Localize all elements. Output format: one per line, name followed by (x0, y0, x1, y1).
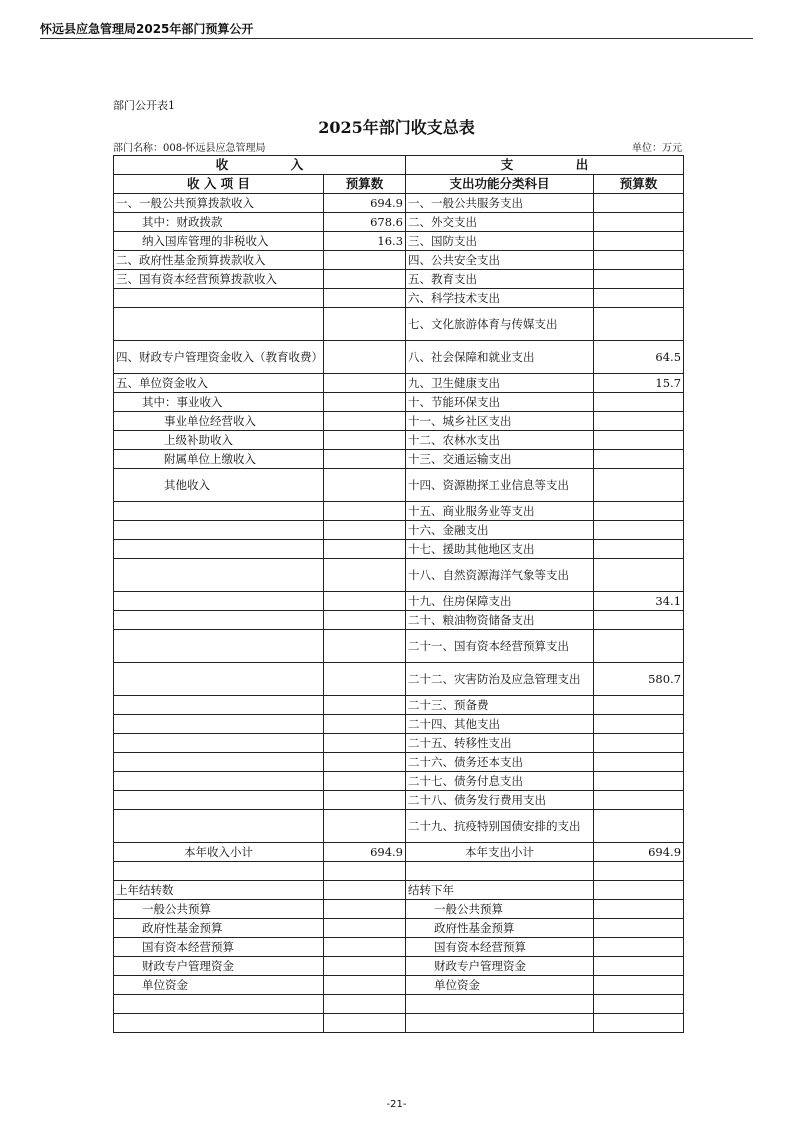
income-item-cell (114, 630, 324, 663)
table-row (114, 393, 684, 412)
income-item-cell: 政府性基金预算 (114, 919, 324, 938)
income-item-cell: 五、单位资金收入 (114, 374, 324, 393)
income-budget-cell (324, 251, 406, 270)
income-item-cell (114, 995, 324, 1014)
income-budget-cell (324, 663, 406, 696)
income-budget-cell (324, 502, 406, 521)
expense-budget-cell (594, 995, 684, 1014)
unit-label: 单位：万元 (632, 143, 682, 154)
income-budget-cell (324, 734, 406, 753)
expense-item-cell: 政府性基金预算 (406, 919, 594, 938)
table-row (114, 289, 684, 308)
expense-item-cell: 二十一、国有资本经营预算支出 (406, 630, 594, 663)
expense-item-cell: 二十九、抗疫特别国债安排的支出 (406, 810, 594, 843)
income-budget-cell (324, 696, 406, 715)
table-row (114, 540, 684, 559)
table-row (114, 772, 684, 791)
income-budget-cell: 694.9 (324, 843, 406, 862)
expense-item-cell: 二十六、债务还本支出 (406, 753, 594, 772)
expense-budget-cell (594, 938, 684, 957)
expense-budget-cell (594, 630, 684, 663)
document-title: 2025年部门收支总表 (318, 118, 475, 137)
expense-budget-cell (594, 469, 684, 502)
expense-budget-cell (594, 450, 684, 469)
income-budget-cell (324, 559, 406, 592)
income-budget-cell: 16.3 (324, 232, 406, 251)
expense-item-cell: 十七、援助其他地区支出 (406, 540, 594, 559)
expense-item-cell: 十二、农林水支出 (406, 431, 594, 450)
expense-item-cell: 十四、资源勘探工业信息等支出 (406, 469, 594, 502)
expense-budget-cell: 64.5 (594, 341, 684, 374)
expense-budget-cell: 694.9 (594, 843, 684, 862)
page-number: -21- (386, 1099, 407, 1110)
income-item-cell: 本年收入小计 (114, 843, 324, 862)
expense-item-cell: 二十七、债务付息支出 (406, 772, 594, 791)
table-row (114, 412, 684, 431)
income-budget-cell: 678.6 (324, 213, 406, 232)
income-item-cell: 事业单位经营收入 (114, 412, 324, 431)
income-budget-cell (324, 810, 406, 843)
expense-item-cell: 国有资本经营预算 (406, 938, 594, 957)
expense-budget-cell: 34.1 (594, 592, 684, 611)
expense-item-header: 支出功能分类科目 (406, 175, 594, 194)
expense-budget-cell (594, 810, 684, 843)
table-row (114, 450, 684, 469)
income-budget-cell (324, 540, 406, 559)
income-budget-cell (324, 976, 406, 995)
expense-item-cell: 二十三、预备费 (406, 696, 594, 715)
income-budget-cell (324, 611, 406, 630)
expense-budget-cell (594, 696, 684, 715)
expense-budget-cell (594, 715, 684, 734)
income-item-cell (114, 289, 324, 308)
expense-item-cell: 十五、商业服务业等支出 (406, 502, 594, 521)
income-item-cell: 附属单位上缴收入 (114, 450, 324, 469)
expense-budget-cell (594, 1014, 684, 1033)
table-row (114, 696, 684, 715)
expense-item-cell: 本年支出小计 (406, 843, 594, 862)
income-item-cell (114, 862, 324, 881)
income-item-cell: 其中：财政拨款 (114, 213, 324, 232)
expense-item-cell: 十一、城乡社区支出 (406, 412, 594, 431)
table-row (114, 976, 684, 995)
expense-budget-cell (594, 213, 684, 232)
expense-budget-cell (594, 900, 684, 919)
income-item-cell (114, 810, 324, 843)
income-budget-header: 预算数 (324, 175, 406, 194)
income-budget-cell (324, 393, 406, 412)
expense-item-cell: 二十四、其他支出 (406, 715, 594, 734)
expense-budget-cell (594, 611, 684, 630)
income-item-cell (114, 663, 324, 696)
income-item-cell (114, 308, 324, 341)
table-row (114, 957, 684, 976)
table-row (114, 900, 684, 919)
income-budget-cell (324, 957, 406, 976)
income-budget-cell (324, 715, 406, 734)
header-divider (40, 38, 753, 39)
expense-budget-cell (594, 753, 684, 772)
expense-budget-cell (594, 957, 684, 976)
expense-item-cell: 二十五、转移性支出 (406, 734, 594, 753)
income-budget-cell (324, 791, 406, 810)
table-row (114, 213, 684, 232)
income-item-cell: 其他收入 (114, 469, 324, 502)
expense-item-cell: 七、文化旅游体育与传媒支出 (406, 308, 594, 341)
income-budget-cell (324, 862, 406, 881)
table-row (114, 611, 684, 630)
income-item-cell (114, 592, 324, 611)
expense-budget-cell (594, 502, 684, 521)
income-item-cell (114, 611, 324, 630)
table-row (114, 308, 684, 341)
income-item-cell: 纳入国库管理的非税收入 (114, 232, 324, 251)
income-item-cell (114, 540, 324, 559)
table-row (114, 251, 684, 270)
expense-budget-cell: 15.7 (594, 374, 684, 393)
income-item-cell (114, 521, 324, 540)
budget-summary-table (113, 155, 684, 1033)
income-budget-cell (324, 938, 406, 957)
income-item-cell (114, 734, 324, 753)
income-budget-cell (324, 772, 406, 791)
income-item-cell (114, 715, 324, 734)
income-budget-cell (324, 995, 406, 1014)
income-group-header: 收 入 (114, 156, 406, 175)
income-budget-cell (324, 450, 406, 469)
running-header: 怀远县应急管理局2025年部门预算公开 (40, 22, 254, 36)
income-budget-cell (324, 374, 406, 393)
expense-item-cell: 十、节能环保支出 (406, 393, 594, 412)
expense-budget-cell (594, 976, 684, 995)
income-budget-cell (324, 630, 406, 663)
expense-item-cell: 六、科学技术支出 (406, 289, 594, 308)
income-budget-cell (324, 469, 406, 502)
expense-budget-cell (594, 270, 684, 289)
income-item-cell: 财政专户管理资金 (114, 957, 324, 976)
income-budget-cell (324, 1014, 406, 1033)
table-row (114, 630, 684, 663)
expense-item-cell: 十三、交通运输支出 (406, 450, 594, 469)
table-row (114, 919, 684, 938)
table-row (114, 791, 684, 810)
expense-item-cell: 二十、粮油物资储备支出 (406, 611, 594, 630)
department-name: 部门名称：008-怀远县应急管理局 (113, 143, 266, 154)
table-row (114, 502, 684, 521)
income-item-cell (114, 791, 324, 810)
expense-item-cell (406, 995, 594, 1014)
expense-budget-cell (594, 393, 684, 412)
income-budget-cell (324, 881, 406, 900)
group-header-row (114, 156, 684, 175)
income-budget-cell (324, 341, 406, 374)
income-item-cell: 一、一般公共预算拨款收入 (114, 194, 324, 213)
table-row (114, 232, 684, 251)
expense-item-cell: 八、社会保障和就业支出 (406, 341, 594, 374)
income-budget-cell: 694.9 (324, 194, 406, 213)
table-row (114, 938, 684, 957)
expense-budget-cell: 580.7 (594, 663, 684, 696)
income-budget-cell (324, 412, 406, 431)
expense-item-cell: 财政专户管理资金 (406, 957, 594, 976)
column-header-row (114, 175, 684, 194)
table-row (114, 995, 684, 1014)
income-item-cell (114, 1014, 324, 1033)
income-budget-cell (324, 592, 406, 611)
income-budget-cell (324, 900, 406, 919)
table-row (114, 469, 684, 502)
expense-item-cell: 二、外交支出 (406, 213, 594, 232)
expense-item-cell: 一般公共预算 (406, 900, 594, 919)
table-row (114, 1014, 684, 1033)
expense-item-cell: 十八、自然资源海洋气象等支出 (406, 559, 594, 592)
expense-budget-cell (594, 308, 684, 341)
expense-item-cell: 一、一般公共服务支出 (406, 194, 594, 213)
income-item-cell: 其中：事业收入 (114, 393, 324, 412)
income-budget-cell (324, 431, 406, 450)
income-item-cell: 上年结转数 (114, 881, 324, 900)
income-budget-cell (324, 308, 406, 341)
income-item-cell: 一般公共预算 (114, 900, 324, 919)
table-row (114, 862, 684, 881)
expense-item-cell: 十九、住房保障支出 (406, 592, 594, 611)
expense-item-cell: 二十二、灾害防治及应急管理支出 (406, 663, 594, 696)
expense-budget-cell (594, 862, 684, 881)
income-item-cell (114, 502, 324, 521)
expense-budget-cell (594, 194, 684, 213)
income-item-cell: 单位资金 (114, 976, 324, 995)
expense-budget-cell (594, 791, 684, 810)
expense-item-cell: 九、卫生健康支出 (406, 374, 594, 393)
table-row (114, 431, 684, 450)
expense-budget-cell (594, 919, 684, 938)
income-item-cell: 三、国有资本经营预算拨款收入 (114, 270, 324, 289)
table-row (114, 663, 684, 696)
expense-budget-cell (594, 251, 684, 270)
expense-budget-cell (594, 431, 684, 450)
table-row (114, 592, 684, 611)
expense-item-cell: 三、国防支出 (406, 232, 594, 251)
expense-budget-header: 预算数 (594, 175, 684, 194)
table-row (114, 559, 684, 592)
expense-group-header: 支 出 (406, 156, 684, 175)
income-budget-cell (324, 753, 406, 772)
expense-budget-cell (594, 412, 684, 431)
expense-item-cell (406, 862, 594, 881)
table-row (114, 521, 684, 540)
table-row (114, 374, 684, 393)
form-label: 部门公开表1 (113, 99, 175, 112)
expense-item-cell: 单位资金 (406, 976, 594, 995)
expense-budget-cell (594, 881, 684, 900)
expense-item-cell (406, 1014, 594, 1033)
expense-item-cell: 四、公共安全支出 (406, 251, 594, 270)
table-row (114, 194, 684, 213)
expense-budget-cell (594, 521, 684, 540)
income-budget-cell (324, 521, 406, 540)
table-row (114, 881, 684, 900)
income-item-cell (114, 772, 324, 791)
expense-item-cell: 五、教育支出 (406, 270, 594, 289)
income-item-cell: 上级补助收入 (114, 431, 324, 450)
table-row (114, 734, 684, 753)
table-row (114, 753, 684, 772)
expense-budget-cell (594, 559, 684, 592)
table-row (114, 341, 684, 374)
income-item-cell (114, 696, 324, 715)
income-item-cell (114, 753, 324, 772)
income-item-cell (114, 559, 324, 592)
expense-budget-cell (594, 772, 684, 791)
income-item-cell: 四、财政专户管理资金收入（教育收费） (114, 341, 324, 374)
income-item-cell: 二、政府性基金预算拨款收入 (114, 251, 324, 270)
expense-budget-cell (594, 734, 684, 753)
table-row (114, 715, 684, 734)
income-item-cell: 国有资本经营预算 (114, 938, 324, 957)
table-row (114, 270, 684, 289)
income-budget-cell (324, 289, 406, 308)
expense-budget-cell (594, 540, 684, 559)
income-budget-cell (324, 270, 406, 289)
table-row (114, 843, 684, 862)
expense-item-cell: 二十八、债务发行费用支出 (406, 791, 594, 810)
expense-item-cell: 结转下年 (406, 881, 594, 900)
expense-budget-cell (594, 289, 684, 308)
expense-item-cell: 十六、金融支出 (406, 521, 594, 540)
income-budget-cell (324, 919, 406, 938)
expense-budget-cell (594, 232, 684, 251)
income-item-header: 收 入 项 目 (114, 175, 324, 194)
table-row (114, 810, 684, 843)
